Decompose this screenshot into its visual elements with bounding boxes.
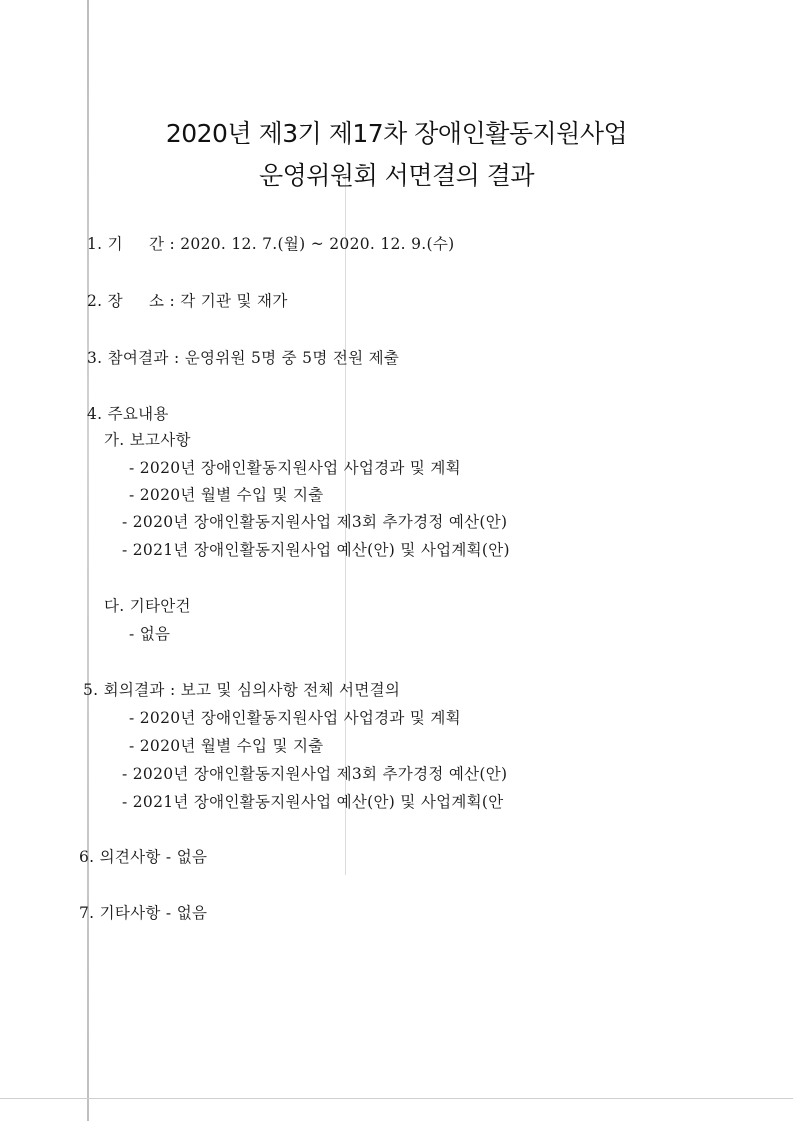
section-results-value: : 보고 및 심의사항 전체 서면결의 (164, 681, 401, 699)
list-item: - 2020년 장애인활동지원사업 사업경과 및 계획 (129, 709, 461, 727)
subsection-other: 다. 기타안건 (104, 597, 191, 615)
section-participation (87, 346, 399, 368)
subsection-reports: 가. 보고사항 (104, 431, 191, 449)
list-item: - 2021년 장애인활동지원사업 예산(안) 및 사업계획(안) (122, 541, 510, 559)
section-period (87, 232, 454, 254)
section-place-value: : 각 기관 및 재가 (164, 292, 288, 310)
list-item: - 2020년 장애인활동지원사업 제3회 추가경정 예산(안) (122, 513, 508, 531)
document-title-line1: 2020년 제3기 제17차 장애인활동지원사업 (165, 119, 628, 148)
list-item: - 2021년 장애인활동지원사업 예산(안) 및 사업계획(안 (122, 793, 504, 811)
list-item: - 2020년 장애인활동지원사업 사업경과 및 계획 (129, 459, 461, 477)
list-item: - 2020년 월별 수입 및 지출 (129, 486, 324, 504)
section-place (87, 289, 288, 311)
section-participation-label: 3. 참여결과 (87, 349, 169, 367)
section-place-label: 2. 장 소 (87, 292, 165, 310)
list-item: - 없음 (129, 625, 171, 643)
list-item: - 2020년 월별 수입 및 지출 (129, 737, 324, 755)
document-title-line2: 운영위원회 서면결의 결과 (258, 161, 535, 190)
section-results-label: 5. 회의결과 (83, 681, 165, 699)
section-main-content: 4. 주요내용 (87, 405, 169, 423)
list-item: - 2020년 장애인활동지원사업 제3회 추가경정 예산(안) (122, 765, 508, 783)
section-results (83, 678, 400, 700)
section-others: 7. 기타사항 - 없음 (79, 904, 208, 922)
section-participation-value: : 운영위원 5명 중 5명 전원 제출 (168, 349, 400, 367)
section-opinions: 6. 의견사항 - 없음 (79, 848, 208, 866)
section-period-value: : 2020. 12. 7.(월) ~ 2020. 12. 9.(수) (164, 235, 455, 253)
scan-bottom-line (0, 1098, 793, 1099)
section-period-label: 1. 기 간 (87, 235, 165, 253)
